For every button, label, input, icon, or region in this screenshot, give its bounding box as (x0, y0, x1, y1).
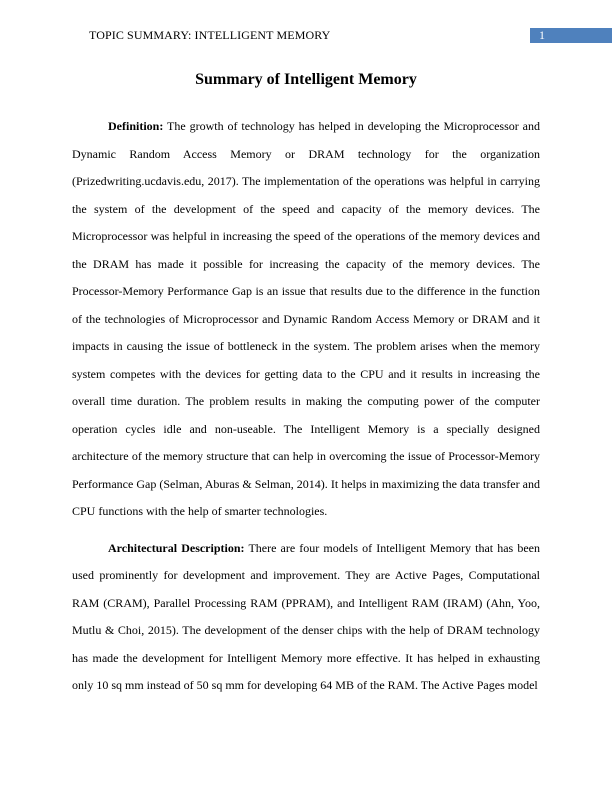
paragraph-lead: Definition: (108, 119, 164, 133)
paragraph-text: There are four models of Intelligent Memory that has been used prominently for development and improvement. They are Active Pages, Computational RAM (CRAM), Parallel Processing RAM (PPRAM), and Intelligent RAM (IRAM) (Ahn, Yoo, Mutlu & Choi, 2015). The development of the denser chips with the help of DRAM technology has made the development for Intelligent Memory more effective. It has helped in exhausting only 10 sq mm instead of 50 sq mm for developing 64 MB of the RAM. The Active Pages model (72, 540, 540, 692)
paragraph-lead: Architectural Description: (108, 540, 245, 555)
document-title: Summary of Intelligent Memory (195, 71, 417, 88)
page-number-badge: 1 (530, 28, 612, 43)
running-head: TOPIC SUMMARY: INTELLIGENT MEMORY (89, 28, 331, 42)
paragraph-architectural-description (72, 535, 540, 700)
document-body (72, 113, 540, 700)
paragraph-definition (72, 113, 540, 526)
paragraph-text: The growth of technology has helped in developing the Microprocessor and Dynamic Random Access Memory or DRAM technology for the organization (Prizedwriting.ucdavis.edu, 2017). The implementation of the operations was helpful in carrying the system of the development of the speed and capacity of the memory devices. The Microprocessor was helpful in increasing the speed of the operations of the memory devices and the DRAM has made it possible for increasing the capacity of the memory devices. The Processor-Memory Performance Gap is an issue that results due to the difference in the function of the technologies of Microprocessor and Dynamic Random Access Memory or DRAM and it impacts in causing the issue of bottleneck in the system. The problem arises when the memory system competes with the devices for getting data to the CPU and it results in increasing the overall time duration. The problem results in making the computing power of the computer operation cycles idle and non-useable. The Intelligent Memory is a specially designed architecture of the memory structure that can help in overcoming the issue of Processor-Memory Performance Gap (Selman, Aburas & Selman, 2014). It helps in maximizing the data transfer and CPU functions with the help of smarter technologies. (72, 119, 540, 518)
